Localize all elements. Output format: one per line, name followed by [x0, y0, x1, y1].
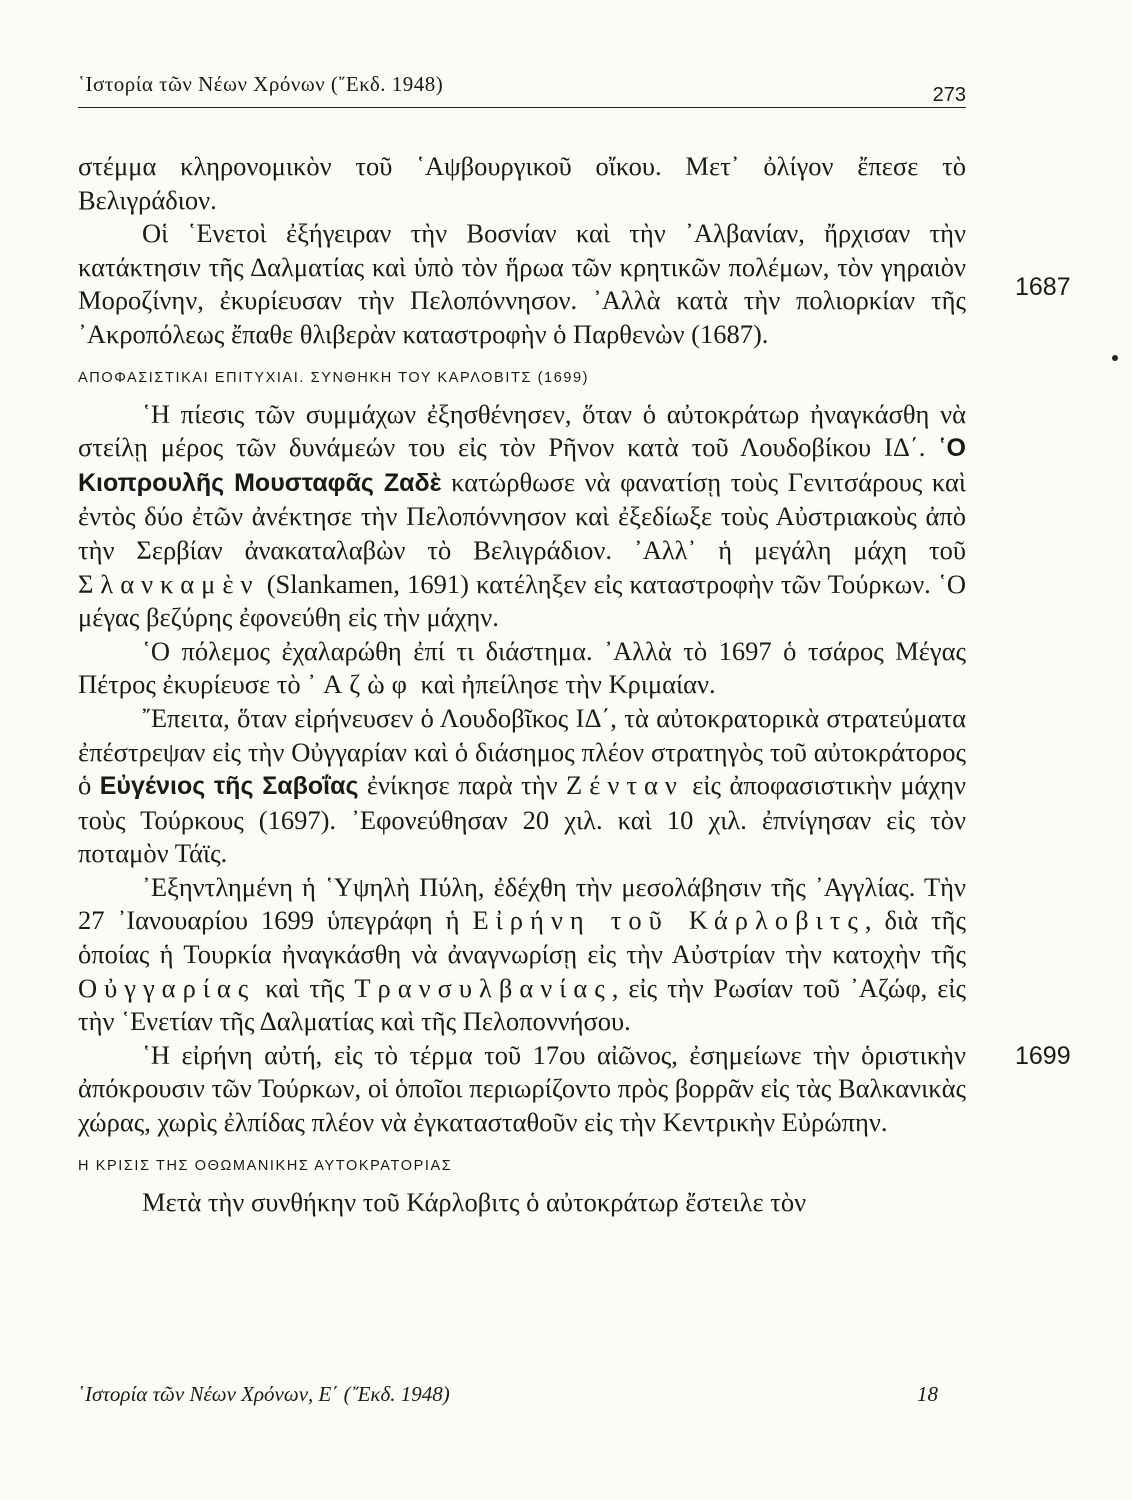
spaced-term: Σλανκαμὲν: [78, 568, 260, 599]
paragraph: ῎Επειτα, ὅταν εἰρήνευσεν ὁ Λουδοβῖκος ΙΔ΄, τὰ αὐτοκρατορικὰ στρατεύματα ἐπέστρεψαν εἰς τὴν Οὐγγαρίαν καὶ ὁ διάσημος πλέον στρατηγὸς τοῦ αὐτοκράτορος ὁ Εὐγένιος τῆς Σαβοΐας ἐνίκησε παρὰ τὴν Ζένταν εἰς ἀποφασιστικὴν μάχην τοὺς Τούρκους (1697). ᾽Εφονεύθησαν 20 χιλ. καὶ 10 χιλ. ἐπνίγησαν εἰς τὸν ποταμὸν Τάϊς.: [78, 702, 967, 869]
spaced-term: Οὐγγαρίας: [78, 972, 256, 1003]
margin-year-1687: 1687: [1015, 273, 1071, 301]
spaced-term: Ζένταν: [566, 770, 684, 801]
body-text: [78, 150, 966, 1219]
footer-book-title: ῾Ιστορία τῶν Νέων Χρόνων, Ε΄ (῎Εκδ. 1948): [78, 1382, 450, 1406]
page-footer: [78, 1382, 938, 1407]
margin-year-1699: 1699: [1015, 1042, 1071, 1070]
paragraph: Μετὰ τὴν συνθήκην τοῦ Κάρλοβιτς ὁ αὐτοκράτωρ ἔστειλε τὸν: [142, 1186, 807, 1217]
page-number: 273: [932, 84, 966, 106]
paragraph: στέμμα κληρονομικὸν τοῦ ῾Αψβουργικοῦ οἴκου. Μετ᾽ ὀλίγον ἔπεσε τὸ Βελιγράδιον.: [78, 151, 966, 215]
paragraph: ῾Ο πόλεμος ἐχαλαρώθη ἐπί τι διάστημα. ᾽Αλλὰ τὸ 1697 ὁ τσάρος Μέγας Πέτρος ἐκυρίευσε τὸ ᾽Αζὼφ καὶ ἠπείλησε τὴν Κριμαίαν.: [78, 635, 966, 700]
footer-signature: 18: [917, 1382, 938, 1406]
section-heading: Η ΚΡΙΣΙΣ ΤΗΣ ΟΘΩΜΑΝΙΚΗΣ ΑΥΤΟΚΡΑΤΟΡΙΑΣ: [78, 1157, 453, 1174]
margin-dot: [1112, 355, 1118, 361]
spaced-term: ᾽Αζὼφ: [307, 669, 414, 700]
running-header: [78, 72, 966, 108]
spaced-term: Τρανσυλβανίας: [354, 972, 612, 1003]
header-title: ῾Ιστορία τῶν Νέων Χρόνων (῎Εκδ. 1948): [78, 72, 444, 96]
section-heading: ΑΠΟΦΑΣΙΣΤΙΚΑΙ ΕΠΙΤΥΧΙΑΙ. ΣΥΝΘΗΚΗ ΤΟΥ ΚΑΡΛΟΒΙΤΣ (1699): [78, 369, 590, 386]
spaced-term: Εἰρήνη τοῦ Κάρλοβιτς: [472, 905, 865, 936]
paragraph: Οἱ ῾Ενετοὶ ἐξήγειραν τὴν Βοσνίαν καὶ τὴν ᾽Αλβανίαν, ἤρχισαν τὴν κατάκτησιν τῆς Δαλματίας καὶ ὑπὸ τὸν ἥρωα τῶν κρητικῶν πολέμων, τὸν γηραιὸν Μοροζίνην, ἐκυρίευσαν τὴν Πελοπόννησον. ᾽Αλλὰ κατὰ τὴν πολιορκίαν τῆς ᾽Ακροπόλεως ἔπαθε θλιβερὰν καταστροφὴν ὁ Παρθενὼν (1687).: [78, 218, 966, 349]
paragraph: ῾Η πίεσις τῶν συμμάχων ἐξησθένησεν, ὅταν ὁ αὐτοκράτωρ ἠναγκάσθη νὰ στείλῃ μέρος τῶν δυνάμεών του εἰς τὸν Ρῆνον κατὰ τοῦ Λουδοβίκου ΙΔ΄. ῾Ο Κιοπρουλῆς Μουσταφᾶς Ζαδὲ κατώρθωσε νὰ φανατίσῃ τοὺς Γενιτσάρους καὶ ἐντὸς δύο ἐτῶν ἀνέκτησε τὴν Πελοπόννησον καὶ ἐξεδίωξε τοὺς Αὐστριακοὺς ἀπὸ τὴν Σερβίαν ἀνακαταλαβὼν τὸ Βελιγράδιον. ᾽Αλλ᾽ ἡ μεγάλη μάχη τοῦ Σλανκαμὲν (Slankamen, 1691) κατέληξεν εἰς καταστροφὴν τῶν Τούρκων. ῾Ο μέγας βεζύρης ἐφονεύθη εἰς τὴν μάχην.: [78, 398, 966, 633]
paragraph: ᾽Εξηντλημένη ἡ ῾Υψηλὴ Πύλη, ἐδέχθη τὴν μεσολάβησιν τῆς ᾽Αγγλίας. Τὴν 27 ᾽Ιανουαρίου 1699 ὑπεγράφη ἡ Εἰρήνη τοῦ Κάρλοβιτς, διὰ τῆς ὁποίας ἡ Τουρκία ἠναγκάσθη νὰ ἀναγνωρίσῃ εἰς τὴν Αὐστρίαν τὴν κατοχὴν τῆς Οὐγγαρίας καὶ τῆς Τρανσυλβανίας, εἰς τὴν Ρωσίαν τοῦ ᾽Αζώφ, εἰς τὴν ῾Ενετίαν τῆς Δαλματίας καὶ τῆς Πελοποννήσου.: [78, 871, 967, 1037]
bold-name: ῾Ο Κιοπρουλῆς Μουσταφᾶς Ζαδὲ: [78, 434, 966, 497]
paragraph: ῾Η εἰρήνη αὐτή, εἰς τὸ τέρμα τοῦ 17ου αἰῶνος, ἐσημείωνε τὴν ὁριστικὴν ἀπόκρουσιν τῶν Τούρκων, οἱ ὁποῖοι περιωρίζοντο πρὸς βορρᾶν εἰς τὰς Βαλκανικὰς χώρας, χωρὶς ἐλπίδας πλέον νὰ ἐγκατασταθοῦν εἰς τὴν Κεντρικὴν Εὐρώπην.: [78, 1039, 966, 1138]
bold-name: Εὐγένιος τῆς Σαβοΐας: [99, 772, 359, 801]
